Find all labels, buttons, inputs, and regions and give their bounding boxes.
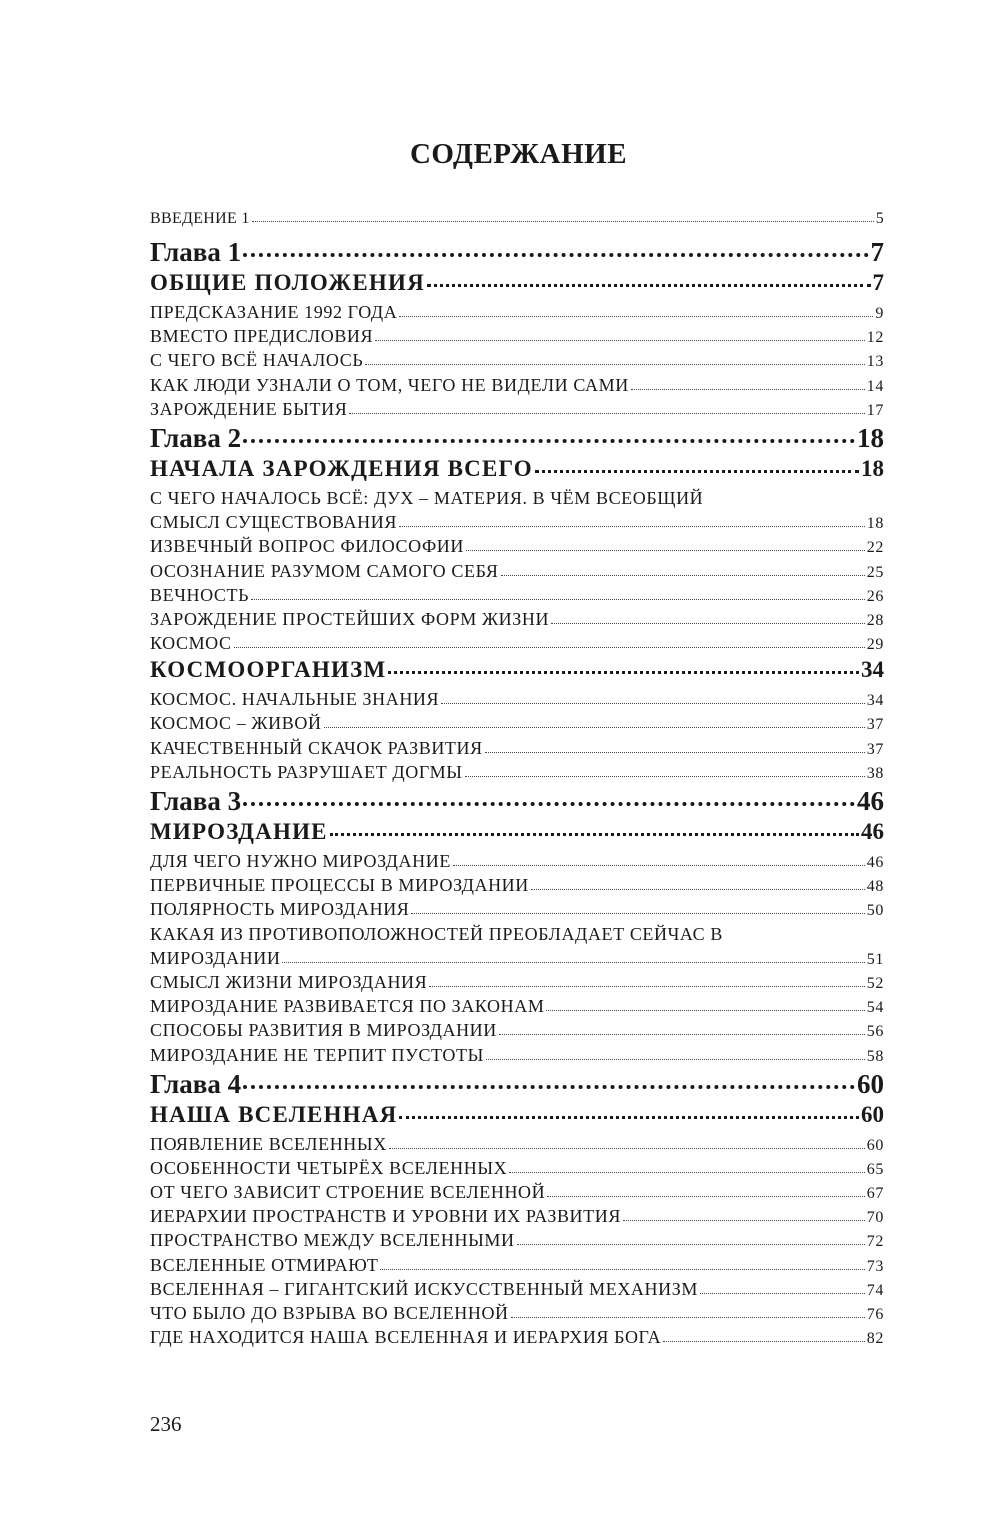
toc-entry-row xyxy=(150,350,884,374)
toc-entry-label: С ЧЕГО НАЧАЛОСЬ ВСЁ: ДУХ – МАТЕРИЯ. В ЧЁМ ВСЕОБЩИЙ xyxy=(150,487,704,508)
dot-leader xyxy=(380,1269,864,1270)
toc-entry-page: 18 xyxy=(861,455,884,481)
toc-entry-label: СПОСОБЫ РАЗВИТИЯ В МИРОЗДАНИИ xyxy=(150,1020,497,1041)
dot-leader xyxy=(388,671,859,674)
toc-entry-page: 65 xyxy=(866,1160,884,1178)
toc-entry-page: 51 xyxy=(866,950,884,968)
toc-entry-row xyxy=(150,1134,884,1158)
toc-entry-label: ПОЛЯРНОСТЬ МИРОЗДАНИЯ xyxy=(150,899,410,920)
dot-leader xyxy=(700,1293,865,1294)
dot-leader xyxy=(399,526,865,527)
toc-part-row xyxy=(150,270,884,302)
toc-entry-label: НАЧАЛА ЗАРОЖДЕНИЯ ВСЕГО xyxy=(150,455,533,481)
dot-leader xyxy=(243,439,855,443)
toc-entry-page: 17 xyxy=(866,401,884,419)
toc-entry-page: 34 xyxy=(861,657,884,683)
toc-entry-page: 37 xyxy=(866,740,884,758)
table-of-contents xyxy=(150,210,884,1351)
toc-entry-page: 22 xyxy=(866,539,884,557)
toc-entry-label: КАЧЕСТВЕННЫЙ СКАЧОК РАЗВИТИЯ xyxy=(150,737,483,758)
toc-entry-page: 76 xyxy=(866,1306,884,1323)
toc-entry-label: ВЕЧНОСТЬ xyxy=(150,584,250,605)
toc-entry-row xyxy=(150,924,884,948)
toc-entry-page: 38 xyxy=(866,764,884,782)
toc-entry-page: 28 xyxy=(866,611,884,629)
dot-leader xyxy=(466,550,865,551)
toc-entry-label: ГДЕ НАХОДИТСЯ НАША ВСЕЛЕННАЯ И ИЕРАРХИЯ БОГА xyxy=(150,1327,662,1348)
toc-entry-row xyxy=(150,1182,884,1206)
toc-entry-row xyxy=(150,899,884,923)
toc-entry-page: 70 xyxy=(866,1209,884,1227)
dot-leader xyxy=(517,1244,865,1245)
dot-leader xyxy=(243,802,855,806)
toc-entry-page: 46 xyxy=(866,854,884,871)
dot-leader xyxy=(243,253,868,257)
toc-entry-page: 37 xyxy=(866,716,884,734)
toc-entry-page: 46 xyxy=(861,819,884,844)
dot-leader xyxy=(375,340,865,341)
toc-entry-row xyxy=(150,948,884,972)
toc-entry-label: ПРОСТРАНСТВО МЕЖДУ ВСЕЛЕННЫМИ xyxy=(150,1230,515,1251)
toc-entry-label: ОБЩИЕ ПОЛОЖЕНИЯ xyxy=(150,270,425,295)
dot-leader xyxy=(251,599,865,600)
toc-entry-page: 5 xyxy=(875,210,884,227)
dot-leader xyxy=(663,1341,865,1342)
dot-leader xyxy=(486,1059,865,1060)
toc-entry-page: 54 xyxy=(866,999,884,1017)
toc-entry-row xyxy=(150,762,884,786)
toc-entry-label: ПРЕДСКАЗАНИЕ 1992 ГОДА xyxy=(150,302,398,322)
dot-leader xyxy=(623,1220,865,1221)
toc-entry-page: 60 xyxy=(857,1068,884,1099)
toc-entry-page: 74 xyxy=(866,1281,884,1299)
toc-entry-row xyxy=(150,1206,884,1230)
toc-entry-page: 60 xyxy=(866,1136,884,1154)
toc-entry-page: 50 xyxy=(866,902,884,920)
dot-leader xyxy=(531,889,865,890)
toc-chapter-row xyxy=(150,786,884,819)
toc-entry-label: Глава 2 xyxy=(150,422,242,453)
toc-entry-label: СМЫСЛ ЖИЗНИ МИРОЗДАНИЯ xyxy=(150,971,428,992)
toc-entry-row xyxy=(150,399,884,423)
toc-entry-label: КОСМОС – ЖИВОЙ xyxy=(150,713,322,734)
toc-entry-row xyxy=(150,875,884,899)
toc-entry-page: 7 xyxy=(872,270,884,295)
dot-leader xyxy=(551,623,865,624)
toc-entry-row xyxy=(150,1279,884,1303)
toc-entry-page: 18 xyxy=(866,515,884,533)
toc-entry-label: ИЕРАРХИИ ПРОСТРАНСТВ И УРОВНИ ИХ РАЗВИТИЯ xyxy=(150,1206,621,1227)
toc-chapter-row xyxy=(150,237,884,270)
toc-entry-page: 72 xyxy=(866,1233,884,1251)
page-number: 236 xyxy=(150,1412,182,1436)
toc-entry-label: КОСМОС xyxy=(150,633,232,654)
toc-entry-page: 34 xyxy=(866,692,884,710)
toc-entry-label: КАК ЛЮДИ УЗНАЛИ О ТОМ, ЧЕГО НЕ ВИДЕЛИ САМИ xyxy=(150,374,629,395)
toc-part-row xyxy=(150,657,884,689)
dot-leader xyxy=(501,575,865,576)
page-title: СОДЕРЖАНИЕ xyxy=(409,138,628,170)
toc-entry-label: С ЧЕГО ВСЁ НАЧАЛОСЬ xyxy=(150,350,364,371)
dot-leader xyxy=(234,647,865,648)
dot-leader xyxy=(411,913,864,914)
toc-entry-row xyxy=(150,512,884,536)
toc-entry-page: 73 xyxy=(866,1257,884,1275)
toc-entry-label: ВМЕСТО ПРЕДИСЛОВИЯ xyxy=(150,326,374,347)
toc-entry-label: ОСОЗНАНИЕ РАЗУМОМ САМОГО СЕБЯ xyxy=(150,560,499,581)
dot-leader xyxy=(399,1116,859,1119)
toc-entry-label: Глава 4 xyxy=(150,1068,242,1099)
toc-entry-label: НАША ВСЕЛЕННАЯ xyxy=(150,1101,398,1127)
dot-leader xyxy=(485,752,865,753)
dot-leader xyxy=(509,1172,865,1173)
dot-leader xyxy=(429,986,865,987)
toc-entry-label: ВВЕДЕНИЕ 1 xyxy=(150,210,250,227)
toc-entry-label: МИРОЗДАНИЕ РАЗВИВАЕТСЯ ПО ЗАКОНАМ xyxy=(150,996,545,1017)
toc-chapter-row xyxy=(150,423,884,456)
dot-leader xyxy=(389,1148,865,1149)
toc-part-row xyxy=(150,1102,884,1134)
toc-entry-page: 18 xyxy=(857,422,884,453)
dot-leader xyxy=(330,833,859,836)
toc-entry-page: 56 xyxy=(866,1023,884,1041)
toc-entry-label: СМЫСЛ СУЩЕСТВОВАНИЯ xyxy=(150,512,397,533)
toc-entry-label: ЧТО БЫЛО ДО ВЗРЫВА ВО ВСЕЛЕННОЙ xyxy=(150,1303,509,1323)
toc-entry-row xyxy=(150,488,884,512)
toc-entry-row xyxy=(150,851,884,875)
toc-part-row xyxy=(150,819,884,851)
toc-entry-row xyxy=(150,633,884,657)
dot-leader xyxy=(453,865,865,866)
dot-leader xyxy=(499,1034,865,1035)
toc-entry-row xyxy=(150,738,884,762)
dot-leader xyxy=(282,962,864,963)
toc-entry-row xyxy=(150,1255,884,1279)
toc-entry-page: 25 xyxy=(866,563,884,581)
toc-entry-row xyxy=(150,210,884,237)
toc-entry-page: 7 xyxy=(870,237,884,267)
dot-leader xyxy=(631,389,865,390)
toc-entry-label: ПЕРВИЧНЫЕ ПРОЦЕССЫ В МИРОЗДАНИИ xyxy=(150,875,529,896)
toc-entry-label: РЕАЛЬНОСТЬ РАЗРУШАЕТ ДОГМЫ xyxy=(150,761,463,782)
toc-entry-label: КОСМООРГАНИЗМ xyxy=(150,657,387,683)
dot-leader xyxy=(546,1010,864,1011)
toc-entry-row xyxy=(150,1045,884,1069)
toc-entry-row xyxy=(150,689,884,713)
toc-entry-page: 46 xyxy=(857,786,884,816)
toc-entry-row xyxy=(150,1230,884,1254)
dot-leader xyxy=(441,703,865,704)
toc-entry-page: 14 xyxy=(866,377,884,395)
toc-entry-label: ДЛЯ ЧЕГО НУЖНО МИРОЗДАНИЕ xyxy=(150,851,451,871)
toc-entry-label: МИРОЗДАНИЕ xyxy=(150,819,328,844)
toc-entry-row xyxy=(150,536,884,560)
dot-leader xyxy=(243,1085,855,1089)
toc-entry-label: МИРОЗДАНИЕ НЕ ТЕРПИТ ПУСТОТЫ xyxy=(150,1044,484,1065)
toc-entry-row xyxy=(150,972,884,996)
toc-entry-page: 9 xyxy=(875,305,884,322)
toc-entry-page: 48 xyxy=(866,878,884,896)
dot-leader xyxy=(349,413,864,414)
toc-entry-page: 52 xyxy=(866,974,884,992)
toc-entry-page: 29 xyxy=(866,636,884,654)
toc-chapter-row xyxy=(150,1069,884,1102)
toc-entry-label: МИРОЗДАНИИ xyxy=(150,947,281,968)
toc-entry-row xyxy=(150,326,884,350)
toc-entry-label: ПОЯВЛЕНИЕ ВСЕЛЕННЫХ xyxy=(150,1133,387,1154)
toc-entry-row xyxy=(150,302,884,326)
dot-leader xyxy=(324,727,865,728)
toc-part-row xyxy=(150,456,884,488)
toc-entry-row xyxy=(150,1020,884,1044)
dot-leader xyxy=(547,1196,865,1197)
dot-leader xyxy=(399,316,873,317)
toc-entry-row xyxy=(150,375,884,399)
dot-leader xyxy=(511,1317,865,1318)
toc-entry-label: КАКАЯ ИЗ ПРОТИВОПОЛОЖНОСТЕЙ ПРЕОБЛАДАЕТ СЕЙЧАС В xyxy=(150,923,723,944)
toc-entry-label: ВСЕЛЕННЫЕ ОТМИРАЮТ xyxy=(150,1254,379,1275)
toc-entry-label: Глава 1 xyxy=(150,237,242,267)
toc-entry-page: 82 xyxy=(866,1330,884,1348)
toc-entry-label: Глава 3 xyxy=(150,786,242,816)
dot-leader xyxy=(535,470,859,473)
toc-entry-row xyxy=(150,996,884,1020)
toc-entry-label: КОСМОС. НАЧАЛЬНЫЕ ЗНАНИЯ xyxy=(150,689,440,710)
toc-entry-label: ОСОБЕННОСТИ ЧЕТЫРЁХ ВСЕЛЕННЫХ xyxy=(150,1157,508,1178)
dot-leader xyxy=(365,364,865,365)
toc-entry-row xyxy=(150,1158,884,1182)
toc-entry-row xyxy=(150,1303,884,1327)
toc-entry-page: 58 xyxy=(866,1047,884,1065)
dot-leader xyxy=(465,776,865,777)
toc-entry-label: ОТ ЧЕГО ЗАВИСИТ СТРОЕНИЕ ВСЕЛЕННОЙ xyxy=(150,1182,546,1203)
toc-entry-label: ВСЕЛЕННАЯ – ГИГАНТСКИЙ ИСКУССТВЕННЫЙ МЕХАНИЗМ xyxy=(150,1278,698,1299)
toc-entry-page: 13 xyxy=(866,353,884,371)
toc-entry-row xyxy=(150,609,884,633)
toc-entry-label: ЗАРОЖДЕНИЕ БЫТИЯ xyxy=(150,398,348,419)
toc-entry-row xyxy=(150,585,884,609)
toc-entry-label: ИЗВЕЧНЫЙ ВОПРОС ФИЛОСОФИИ xyxy=(150,536,464,557)
toc-entry-page: 60 xyxy=(861,1101,884,1127)
dot-leader xyxy=(427,284,871,287)
toc-entry-page: 26 xyxy=(866,587,884,605)
toc-entry-row xyxy=(150,1327,884,1351)
dot-leader xyxy=(252,221,874,222)
toc-entry-row xyxy=(150,713,884,737)
toc-entry-row xyxy=(150,561,884,585)
toc-entry-page: 12 xyxy=(866,329,884,347)
toc-entry-page: 67 xyxy=(866,1185,884,1203)
toc-entry-label: ЗАРОЖДЕНИЕ ПРОСТЕЙШИХ ФОРМ ЖИЗНИ xyxy=(150,608,550,629)
